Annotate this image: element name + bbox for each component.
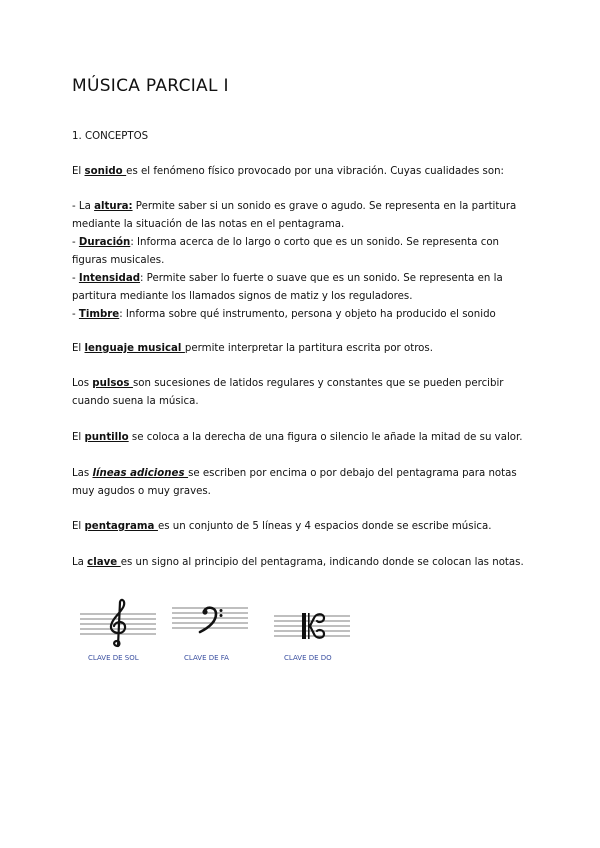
quality-pre: - [72, 273, 79, 284]
sonido-post: es el fenómeno físico provocado por una vibración. Cuyas cualidades son: [126, 166, 504, 177]
pulsos-paragraph [72, 375, 534, 411]
pulsos-pre: Los [72, 378, 93, 389]
clave-paragraph [72, 554, 534, 572]
lineas-pre: Las [72, 468, 93, 479]
quality-post: : Informa acerca de lo largo o corto que es un sonido. Se representa con figuras musicales. [72, 237, 500, 266]
clef-do [274, 596, 350, 676]
qualities-list [72, 198, 534, 324]
quality-post: : Permite saber lo fuerte o suave que es un sonido. Se representa en la partitura mediante los llamados signos de matiz y los reguladores. [72, 273, 503, 302]
puntillo-pre: El [72, 432, 85, 443]
term-pentagrama: pentagrama [84, 521, 158, 532]
term-sonido: sonido [84, 166, 127, 177]
quality-post: Permite saber si un sonido es grave o agudo. Se representa en la partitura mediante la situación de las notas en el pentagrama. [72, 201, 517, 230]
pentagrama-paragraph [72, 518, 534, 536]
quality-duracion [72, 234, 534, 270]
quality-pre: - La [72, 201, 95, 212]
clef-sol-caption: CLAVE DE SOL [88, 654, 139, 662]
quality-pre: - [72, 237, 79, 248]
pulsos-post: son sucesiones de latidos regulares y constantes que se pueden percibir cuando suena la música. [72, 378, 504, 407]
term-pulsos: pulsos [92, 378, 133, 389]
page-title: MÚSICA PARCIAL I [72, 76, 229, 96]
treble-clef-icon [80, 596, 156, 652]
pentagrama-post: es un conjunto de 5 líneas y 4 espacios donde se escribe música. [157, 521, 492, 532]
term-lenguaje-musical: lenguaje musical [84, 343, 185, 354]
clef-fa [172, 596, 248, 676]
lineas-paragraph [72, 465, 534, 501]
quality-timbre [72, 306, 534, 324]
lenguaje-pre: El [72, 343, 85, 354]
lineas-post: se escriben por encima o por debajo del pentagrama para notas muy agudos o muy graves. [72, 468, 517, 497]
term-timbre: Timbre [78, 309, 120, 320]
term-puntillo: puntillo [84, 432, 129, 443]
term-lineas-adiciones: líneas adiciones [92, 468, 189, 479]
term-intensidad: Intensidad [78, 273, 141, 284]
alto-clef-icon [274, 596, 350, 652]
quality-post: : Informa sobre qué instrumento, persona y objeto ha producido el sonido [119, 309, 496, 320]
term-clave: clave [87, 557, 121, 568]
sonido-pre: El [72, 166, 85, 177]
clave-post: es un signo al principio del pentagrama, indicando donde se colocan las notas. [120, 557, 524, 568]
quality-altura [72, 198, 534, 234]
term-altura: altura: [94, 201, 133, 212]
quality-pre: - [72, 309, 79, 320]
sonido-paragraph [72, 163, 534, 181]
pentagrama-pre: El [72, 521, 85, 532]
clef-fa-caption: CLAVE DE FA [184, 654, 229, 662]
lenguaje-post: permite interpretar la partitura escrita por otros. [184, 343, 433, 354]
puntillo-paragraph [72, 429, 534, 447]
clef-do-caption: CLAVE DE DO [284, 654, 332, 662]
clefs-figure [80, 596, 380, 676]
lenguaje-paragraph [72, 340, 534, 358]
term-duracion: Duración [78, 237, 131, 248]
puntillo-post: se coloca a la derecha de una figura o silencio le añade la mitad de su valor. [128, 432, 523, 443]
quality-intensidad [72, 270, 534, 306]
clave-pre: La [72, 557, 88, 568]
section-heading: 1. CONCEPTOS [72, 131, 149, 142]
clef-sol [80, 596, 156, 676]
bass-clef-icon [172, 596, 248, 652]
